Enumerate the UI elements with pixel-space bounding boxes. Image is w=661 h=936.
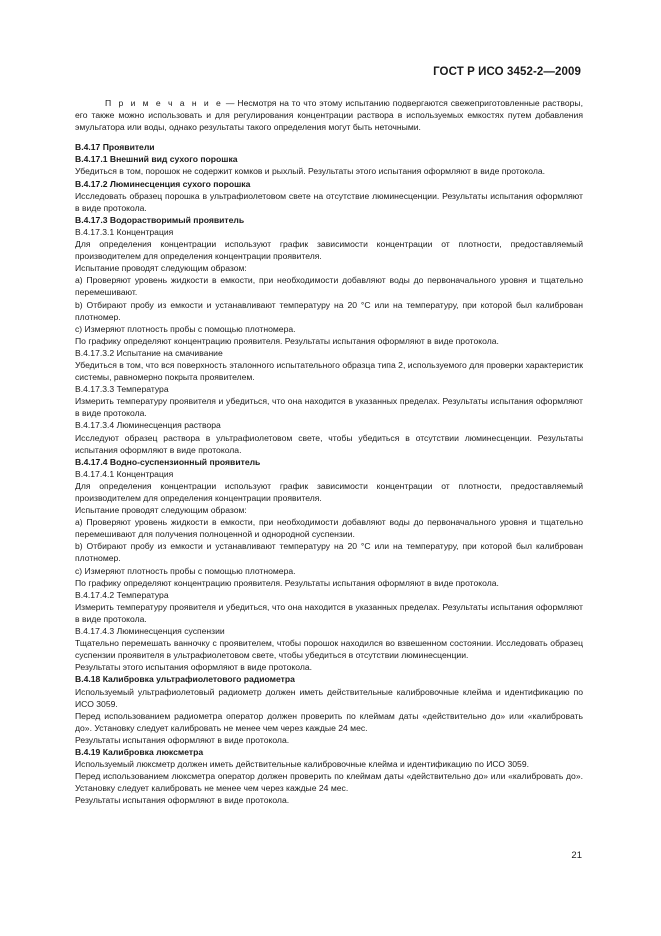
body-paragraph: Перед использованием люксметра оператор должен проверить по клеймам даты «действительно до» или «калибровать до». Установку следует калибровать не менее чем через каждые 24 мес. xyxy=(75,771,583,794)
clause-heading: В.4.17.3.1 Концентрация xyxy=(75,226,174,237)
body-paragraph: Исследовать образец порошка в ультрафиолетовом свете на отсутствие люминесценции. Результаты испытания оформляют в виде протокола. xyxy=(75,190,583,213)
body-paragraph: Измерить температуру проявителя и убедиться, что она находится в указанных пределах. Результаты испытания оформляют в виде протокола. xyxy=(75,601,583,624)
clause-heading: В.4.17.3.2 Испытание на смачивание xyxy=(75,347,223,358)
body-paragraph: Результаты испытания оформляют в виде протокола. xyxy=(75,734,290,745)
section-heading: В.4.18 Калибровка ультрафиолетового радиометра xyxy=(75,674,295,685)
clause-heading: В.4.17.3.4 Люминесценция раствора xyxy=(75,420,221,431)
note-text: — Несмотря на то что этому испытанию подвергаются свежеприготовленные растворы, его также можно использовать и для регулирования концентрации раствора в используемых емкостях путем добавления эмульгатора или воды, однако результаты такого определения могут быть неточными. xyxy=(75,98,583,133)
list-item: а) Проверяют уровень жидкости в емкости, при необходимости добавляют воды до первоначального уровня и тщательно перемешивают для получения полноценной и однородной суспензии. xyxy=(75,517,583,540)
body-paragraph: Исследуют образец раствора в ультрафиолетовом свете, чтобы убедиться в отсутствии люминесценции. Результаты испытания оформляют в виде протокола. xyxy=(75,432,583,455)
note-label: П р и м е ч а н и е xyxy=(105,98,223,108)
body-paragraph: Испытание проводят следующим образом: xyxy=(75,505,247,516)
body-paragraph: Испытание проводят следующим образом: xyxy=(75,263,247,274)
body-paragraph: Перед использованием радиометра оператор должен проверить по клеймам даты «действительно до» или «калибровать до». Установку следует калибровать не менее чем через каждые 24 мес. xyxy=(75,710,583,733)
document-header: ГОСТ Р ИСО 3452-2—2009 xyxy=(433,66,581,78)
body-paragraph: Используемый люксметр должен иметь действительные калибровочные клейма и идентификацию по ИСО 3059. xyxy=(75,759,530,770)
body-paragraph: Результаты испытания оформляют в виде протокола. xyxy=(75,795,290,806)
body-paragraph: По графику определяют концентрацию проявителя. Результаты испытания оформляют в виде протокола. xyxy=(75,577,499,588)
list-item: b) Отбирают пробу из емкости и устанавливают температуру на 20 °С или на температуру, при которой был калиброван плотномер. xyxy=(75,299,583,322)
subsection-heading: В.4.17.3 Водорастворимый проявитель xyxy=(75,214,245,225)
page-number: 21 xyxy=(571,850,582,861)
clause-heading: В.4.17.4.2 Температура xyxy=(75,589,169,600)
body-paragraph: Используемый ультрафиолетовый радиометр должен иметь действительные калибровочные клейма и идентификацию по ИСО 3059. xyxy=(75,686,583,709)
body-paragraph: Измерить температуру проявителя и убедиться, что она находится в указанных пределах. Результаты испытания оформляют в виде протокола. xyxy=(75,396,583,419)
clause-heading: В.4.17.3.3 Температура xyxy=(75,384,169,395)
page-body xyxy=(75,97,583,806)
section-heading: В.4.17 Проявители xyxy=(75,142,155,153)
body-paragraph: По графику определяют концентрацию проявителя. Результаты испытания оформляют в виде протокола. xyxy=(75,335,499,346)
subsection-heading: В.4.17.1 Внешний вид сухого порошка xyxy=(75,154,238,165)
body-paragraph: Убедиться в том, что вся поверхность эталонного испытательного образца типа 2, используемого для проверки характеристик системы, равномерно покрыта проявителем. xyxy=(75,359,583,383)
list-item: с) Измеряют плотность пробы с помощью плотномера. xyxy=(75,323,296,334)
subsection-heading: В.4.17.2 Люминесценция сухого порошка xyxy=(75,178,251,189)
note-paragraph xyxy=(75,97,583,133)
body-paragraph: Тщательно перемешать ванночку с проявителем, чтобы порошок находился во взвешенном состоянии. Исследовать образец суспензии проявителя в ультрафиолетовом свете, чтобы убедиться в отсутствии люминесценции. xyxy=(75,638,583,661)
subsection-heading: В.4.17.4 Водно-суспензионный проявитель xyxy=(75,456,261,467)
list-item: с) Измеряют плотность пробы с помощью плотномера. xyxy=(75,565,296,576)
body-paragraph: Убедиться в том, порошок не содержит комков и рыхлый. Результаты этого испытания оформляют в виде протокола. xyxy=(75,166,546,177)
section-heading: В.4.19 Калибровка люксметра xyxy=(75,746,204,757)
list-item: а) Проверяют уровень жидкости в емкости, при необходимости добавляют воды до первоначального уровня и тщательно перемешивают. xyxy=(75,275,583,298)
clause-heading: В.4.17.4.1 Концентрация xyxy=(75,468,174,479)
body-paragraph: Для определения концентрации используют график зависимости концентрации от плотности, предоставляемый производителем для определения концентрации проявителя. xyxy=(75,239,583,262)
body-paragraph: Для определения концентрации используют график зависимости концентрации от плотности, предоставляемый производителем для определения концентрации проявителя. xyxy=(75,480,583,503)
list-item: b) Отбирают пробу из емкости и устанавливают температуру на 20 °С или на температуру, при которой был калиброван плотномер. xyxy=(75,541,583,564)
body-paragraph: Результаты этого испытания оформляют в виде протокола. xyxy=(75,662,313,673)
clause-heading: В.4.17.4.3 Люминесценция суспензии xyxy=(75,626,225,637)
